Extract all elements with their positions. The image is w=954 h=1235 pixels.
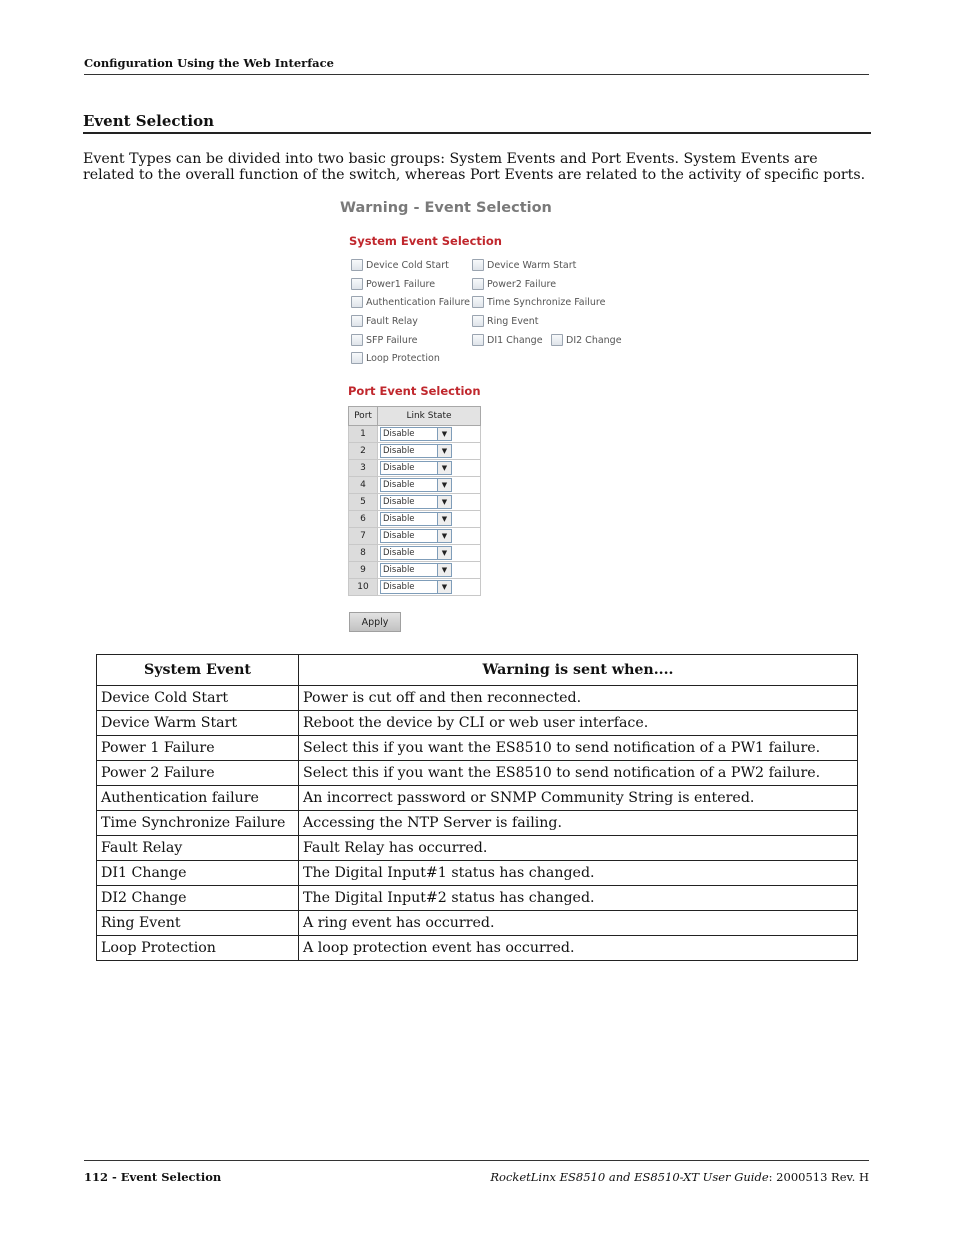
- running-header: Configuration Using the Web Interface: [84, 56, 334, 70]
- checkbox-label: Device Cold Start: [366, 259, 449, 271]
- port-row: [349, 528, 481, 545]
- system-event-table: [96, 654, 858, 961]
- event-description-cell: Power is cut off and then reconnected.: [299, 686, 858, 711]
- event-description-cell: Select this if you want the ES8510 to send notification of a PW1 failure.: [299, 736, 858, 761]
- link-state-select[interactable]: [380, 580, 452, 594]
- table-row: [97, 886, 858, 911]
- chevron-down-icon[interactable]: ▼: [437, 581, 451, 593]
- table-row: [97, 836, 858, 861]
- port-number: 10: [349, 579, 378, 596]
- chevron-down-icon[interactable]: ▼: [437, 479, 451, 491]
- link-state-select[interactable]: [380, 461, 452, 475]
- port-event-table: [348, 406, 481, 596]
- port-row: [349, 562, 481, 579]
- checkbox-box[interactable]: [351, 334, 363, 346]
- link-state-select[interactable]: [380, 512, 452, 526]
- checkbox-box[interactable]: [472, 278, 484, 290]
- link-state-cell: [378, 494, 481, 511]
- port-row: [349, 443, 481, 460]
- checkbox-box[interactable]: [351, 259, 363, 271]
- link-state-value: Disable: [383, 446, 415, 456]
- checkbox-device-cold-start[interactable]: [351, 259, 449, 271]
- event-description-cell: A ring event has occurred.: [299, 911, 858, 936]
- checkbox-label: Device Warm Start: [487, 259, 577, 271]
- event-name-cell: DI2 Change: [97, 886, 299, 911]
- footer-rule: [84, 1160, 869, 1161]
- link-state-cell: [378, 562, 481, 579]
- footer-guide-name: RocketLinx ES8510 and ES8510-XT User Guide: [490, 1170, 769, 1184]
- port-number: 6: [349, 511, 378, 528]
- footer-doc-number: : 2000513 Rev. H: [768, 1170, 869, 1184]
- port-row: [349, 511, 481, 528]
- apply-button[interactable]: Apply: [349, 612, 401, 632]
- event-name-cell: DI1 Change: [97, 861, 299, 886]
- event-name-cell: Fault Relay: [97, 836, 299, 861]
- event-description-cell: Select this if you want the ES8510 to send notification of a PW2 failure.: [299, 761, 858, 786]
- event-name-cell: Device Warm Start: [97, 711, 299, 736]
- event-description-cell: Reboot the device by CLI or web user interface.: [299, 711, 858, 736]
- header-rule: [84, 74, 869, 75]
- event-name-cell: Loop Protection: [97, 936, 299, 961]
- checkbox-box[interactable]: [351, 296, 363, 308]
- event-description-cell: An incorrect password or SNMP Community String is entered.: [299, 786, 858, 811]
- port-row: [349, 579, 481, 596]
- checkbox-box[interactable]: [551, 334, 563, 346]
- link-state-cell: [378, 477, 481, 494]
- port-event-heading: Port Event Selection: [348, 384, 481, 398]
- link-state-select[interactable]: [380, 427, 452, 441]
- table-row: [97, 736, 858, 761]
- chevron-down-icon[interactable]: ▼: [437, 428, 451, 440]
- event-name-cell: Power 2 Failure: [97, 761, 299, 786]
- link-state-value: Disable: [383, 531, 415, 541]
- section-title: Event Selection: [83, 112, 215, 130]
- table-row: [97, 761, 858, 786]
- link-state-value: Disable: [383, 582, 415, 592]
- system-event-column-header: System Event: [97, 655, 299, 686]
- checkbox-di2-change[interactable]: [551, 334, 622, 346]
- table-row: [97, 861, 858, 886]
- screenshot-title: Warning - Event Selection: [340, 200, 552, 216]
- checkbox-time-sync-failure[interactable]: [472, 296, 605, 308]
- link-state-select[interactable]: [380, 546, 452, 560]
- footer-page-label: 112 - Event Selection: [84, 1170, 222, 1184]
- checkbox-label: Ring Event: [487, 315, 539, 327]
- intro-paragraph: Event Types can be divided into two basic groups: System Events and Port Events. System Events are related to the overall function of the switch, whereas Port Events are related to the activity of specific ports.: [83, 151, 866, 183]
- checkbox-power1-failure[interactable]: [351, 278, 435, 290]
- link-state-cell: [378, 545, 481, 562]
- port-number: 3: [349, 460, 378, 477]
- table-row: [97, 786, 858, 811]
- checkbox-di1-change[interactable]: [472, 334, 543, 346]
- checkbox-ring-event[interactable]: [472, 315, 539, 327]
- event-description-cell: A loop protection event has occurred.: [299, 936, 858, 961]
- checkbox-authentication-failure[interactable]: [351, 296, 470, 308]
- checkbox-device-warm-start[interactable]: [472, 259, 576, 271]
- chevron-down-icon[interactable]: ▼: [437, 564, 451, 576]
- checkbox-label: Power2 Failure: [487, 278, 557, 290]
- checkbox-power2-failure[interactable]: [472, 278, 556, 290]
- link-state-value: Disable: [383, 497, 415, 507]
- event-description-cell: The Digital Input#1 status has changed.: [299, 861, 858, 886]
- link-state-select[interactable]: [380, 529, 452, 543]
- checkbox-box[interactable]: [351, 278, 363, 290]
- checkbox-label: Authentication Failure: [366, 296, 471, 308]
- port-row: [349, 494, 481, 511]
- section-rule: [83, 132, 871, 134]
- port-number: 4: [349, 477, 378, 494]
- chevron-down-icon[interactable]: ▼: [437, 462, 451, 474]
- event-name-cell: Ring Event: [97, 911, 299, 936]
- event-name-cell: Time Synchronize Failure: [97, 811, 299, 836]
- checkbox-box[interactable]: [472, 259, 484, 271]
- link-state-cell: [378, 443, 481, 460]
- link-state-cell: [378, 460, 481, 477]
- port-number: 7: [349, 528, 378, 545]
- link-state-value: Disable: [383, 514, 415, 524]
- link-state-value: Disable: [383, 463, 415, 473]
- checkbox-sfp-failure[interactable]: [351, 334, 418, 346]
- port-row: [349, 545, 481, 562]
- checkbox-box[interactable]: [351, 315, 363, 327]
- port-number: 5: [349, 494, 378, 511]
- event-description-cell: Fault Relay has occurred.: [299, 836, 858, 861]
- checkbox-label: Loop Protection: [366, 352, 440, 364]
- link-state-cell: [378, 528, 481, 545]
- link-state-cell: [378, 579, 481, 596]
- link-state-value: Disable: [383, 429, 415, 439]
- checkbox-label: DI2 Change: [566, 334, 622, 346]
- port-row: [349, 460, 481, 477]
- chevron-down-icon[interactable]: ▼: [437, 547, 451, 559]
- checkbox-fault-relay[interactable]: [351, 315, 418, 327]
- port-number: 9: [349, 562, 378, 579]
- port-row: [349, 477, 481, 494]
- chevron-down-icon[interactable]: ▼: [437, 445, 451, 457]
- port-row: [349, 426, 481, 443]
- checkbox-box[interactable]: [351, 352, 363, 364]
- checkbox-label: SFP Failure: [366, 334, 418, 346]
- link-state-value: Disable: [383, 565, 415, 575]
- checkbox-box[interactable]: [472, 334, 484, 346]
- checkbox-label: DI1 Change: [487, 334, 543, 346]
- table-row: [97, 811, 858, 836]
- link-state-cell: [378, 511, 481, 528]
- chevron-down-icon[interactable]: ▼: [437, 496, 451, 508]
- event-description-cell: Accessing the NTP Server is failing.: [299, 811, 858, 836]
- link-state-select[interactable]: [380, 444, 452, 458]
- event-name-cell: Authentication failure: [97, 786, 299, 811]
- port-column-header: Port: [349, 407, 378, 426]
- link-state-value: Disable: [383, 480, 415, 490]
- table-row: [97, 936, 858, 961]
- link-state-select[interactable]: [380, 478, 452, 492]
- chevron-down-icon[interactable]: ▼: [437, 513, 451, 525]
- table-row: [97, 711, 858, 736]
- link-state-column-header: Link State: [378, 407, 481, 426]
- link-state-select[interactable]: [380, 563, 452, 577]
- link-state-select[interactable]: [380, 495, 452, 509]
- table-row: [97, 686, 858, 711]
- warning-column-header: Warning is sent when....: [299, 655, 858, 686]
- port-number: 2: [349, 443, 378, 460]
- event-name-cell: Device Cold Start: [97, 686, 299, 711]
- checkbox-box[interactable]: [472, 296, 484, 308]
- checkbox-label: Fault Relay: [366, 315, 418, 327]
- checkbox-box[interactable]: [472, 315, 484, 327]
- chevron-down-icon[interactable]: ▼: [437, 530, 451, 542]
- checkbox-label: Power1 Failure: [366, 278, 436, 290]
- checkbox-label: Time Synchronize Failure: [487, 296, 606, 308]
- link-state-cell: [378, 426, 481, 443]
- link-state-value: Disable: [383, 548, 415, 558]
- system-event-heading: System Event Selection: [349, 234, 502, 248]
- checkbox-loop-protection[interactable]: [351, 352, 440, 364]
- footer-doc-title: [490, 1170, 869, 1184]
- event-description-cell: The Digital Input#2 status has changed.: [299, 886, 858, 911]
- port-number: 1: [349, 426, 378, 443]
- table-row: [97, 911, 858, 936]
- event-name-cell: Power 1 Failure: [97, 736, 299, 761]
- port-number: 8: [349, 545, 378, 562]
